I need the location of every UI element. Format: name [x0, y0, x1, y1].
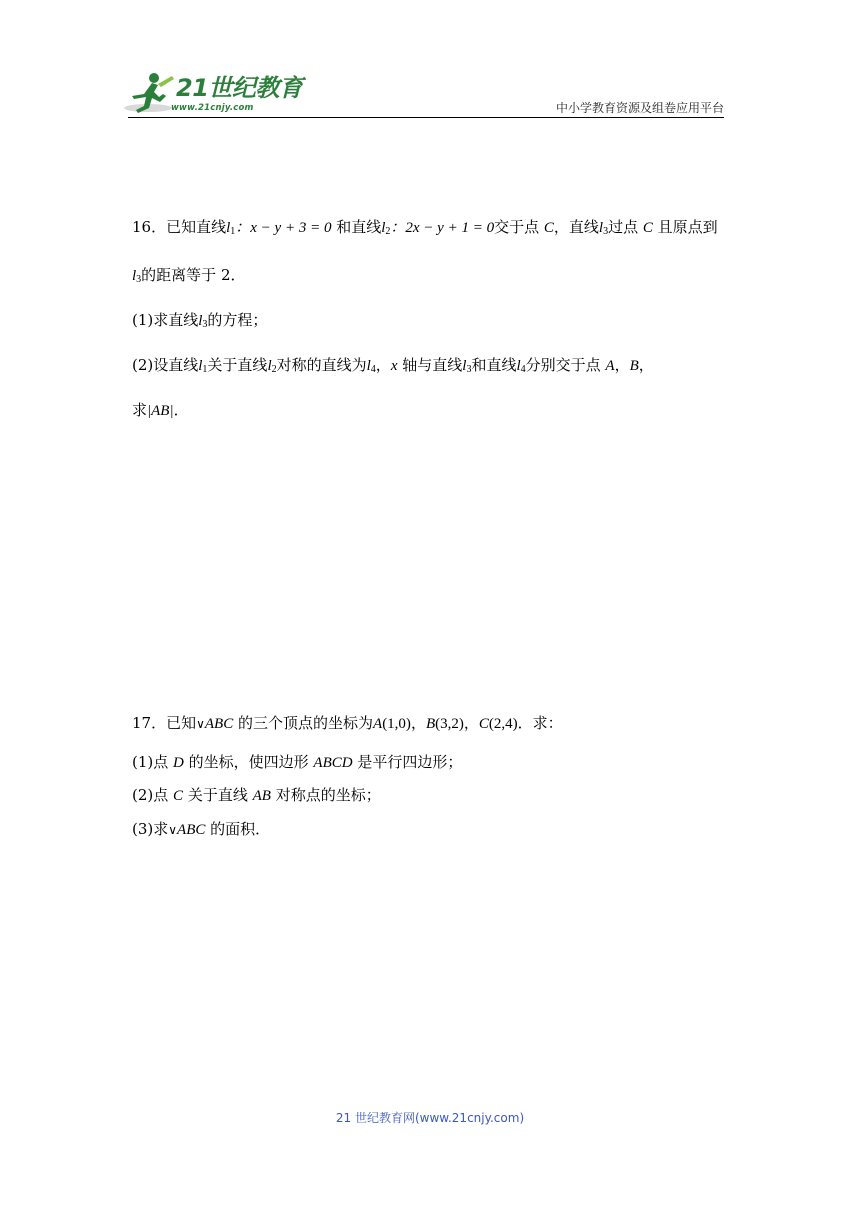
q17-line1: 17．已知∨ABC 的三个顶点的坐标为A(1,0)，B(3,2)，C(2,4)．求：	[132, 714, 563, 732]
q16-part2-line2: 求|AB|．	[132, 401, 189, 419]
runner-logo-icon	[122, 70, 178, 116]
logo-text: 21世纪教育	[176, 74, 303, 102]
triangle-symbol: ∨	[168, 823, 178, 837]
header-rule	[128, 117, 724, 118]
q17-part3: (3)求∨ABC 的面积．	[132, 820, 271, 838]
logo-url: www.21cnjy.com	[171, 103, 254, 113]
q17-part2: (2)点 C 关于直线 AB 对称点的坐标；	[132, 786, 381, 804]
q16-eq2: ：2x − y + 1 = 0	[390, 220, 495, 236]
q17-part1: (1)点 D 的坐标，使四边形 ABCD 是平行四边形；	[132, 753, 463, 771]
q16-line1: 16．已知直线$l_1$：x − y + 3 = 0 和直线$l_2$：2x − y + 1 = 0交于点 C，直线$l_3$过点 C 且原点到	[132, 218, 718, 237]
q16-part1: (1)求直线$l_3$的方程；	[132, 311, 268, 330]
q16-line2: $l_3$的距离等于 2．	[132, 266, 246, 285]
q16-part2: (2)设直线$l_1$关于直线$l_2$对称的直线为$l_4$，x 轴与直线$l_3$和直线$l_4$分别交于点 A，B，	[132, 356, 654, 375]
triangle-symbol: ∨	[196, 717, 205, 731]
q16-eq1: ：x − y + 3 = 0	[235, 220, 332, 236]
footer-link[interactable]: 21 世纪教育网(www.21cnjy.com)	[335, 1111, 525, 1125]
header-tagline: 中小学教育资源及组卷应用平台	[555, 101, 724, 115]
abs-ab: |AB|	[147, 403, 174, 419]
